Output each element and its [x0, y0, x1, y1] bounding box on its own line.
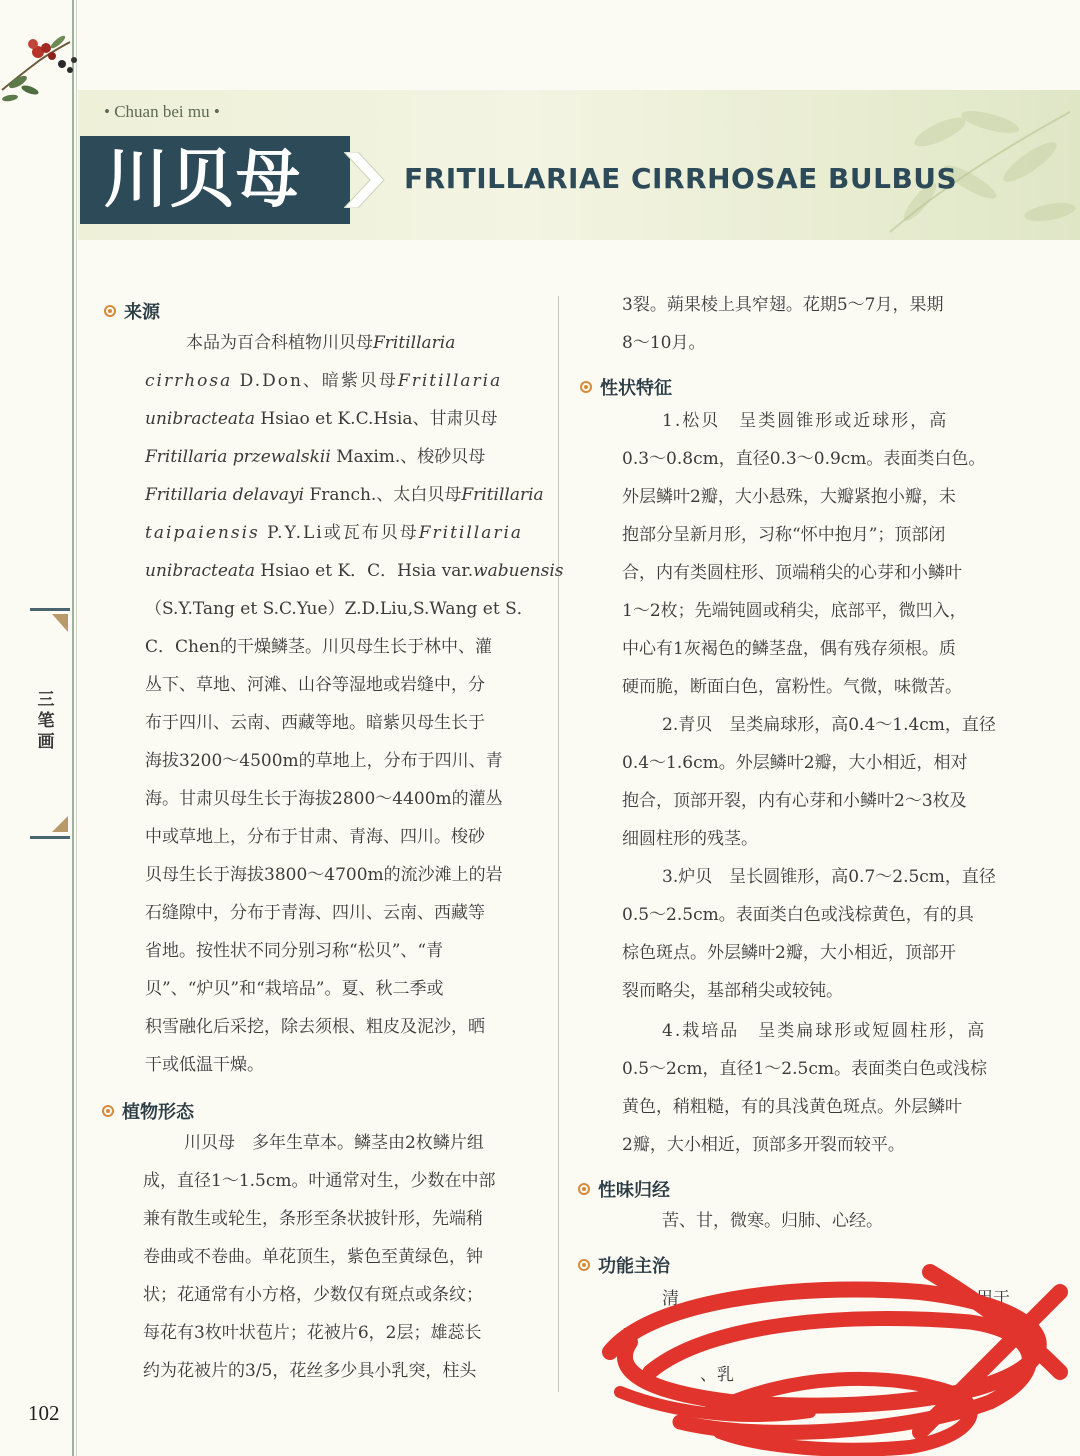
margin-rule — [72, 0, 74, 1456]
berry-branch-icon — [0, 20, 80, 110]
text-line: taipaiensis P.Y.Li或瓦布贝母Fritillaria — [145, 523, 524, 543]
chapter-side-label: 三笔画 — [37, 690, 55, 752]
text-line: 卷曲或不卷曲。单花顶生，紫色至黄绿色，钟 — [143, 1247, 483, 1267]
pinyin-subtitle: • Chuan bei mu • — [104, 102, 220, 121]
text-line: 2瓣，大小相近，顶部多开裂而较平。 — [622, 1135, 905, 1155]
text-line: 合，内有类圆柱形、顶端稍尖的心芽和小鳞叶 — [622, 563, 962, 583]
heading-text: 来源 — [124, 302, 160, 323]
text-line: 每花有3枚叶状苞片；花被片6，2层；雄蕊长 — [143, 1323, 482, 1343]
latin-title: FRITILLARIAE CIRRHOSAE BULBUS — [404, 162, 958, 195]
text-line: C．Chen的干燥鳞茎。川贝母生长于林中、灌 — [145, 637, 492, 657]
page-number: 102 — [28, 1401, 60, 1425]
bullet-icon — [578, 1259, 590, 1271]
heading-text: 功能主治 — [598, 1256, 670, 1277]
text-line: 海拔3200～4500m的草地上，分布于四川、青 — [145, 751, 503, 771]
text-line: 苦、甘，微寒。归肺、心经。 — [662, 1211, 883, 1231]
bullet-icon — [104, 305, 116, 317]
text-line: 石缝隙中，分布于青海、四川、云南、西藏等 — [145, 903, 485, 923]
section-heading-morphology — [102, 1096, 194, 1126]
text-line: 8～10月。 — [622, 333, 706, 353]
text-line: 川贝母 多年生草本。鳞茎由2枚鳞片组 — [184, 1133, 484, 1153]
text-line: 肺 — [622, 1327, 639, 1347]
text-line: （S.Y.Tang et S.C.Yue）Z.D.Liu,S.Wang et S． — [145, 599, 534, 619]
text-line: 硬而脆，断面白色，富粉性。气微，味微苦。 — [622, 677, 962, 697]
text-line: 裂而略尖，基部稍尖或较钝。 — [622, 981, 843, 1001]
text-line: Fritillaria delavayi Franch.、太白贝母Fritillaria — [145, 485, 544, 505]
text-line: 中或草地上，分布于甘肃、青海、四川。梭砂 — [145, 827, 485, 847]
section-tab-marker-icon — [30, 608, 70, 638]
text-line: 贝”、“炉贝”和“栽培品”。夏、秋二季或 — [145, 979, 444, 999]
text-line: 0.3～0.8cm，直径0.3～0.9cm。表面类白色。 — [622, 449, 986, 469]
text-line: 布于四川、云南、西藏等地。暗紫贝母生长于 — [145, 713, 485, 733]
heading-text: 植物形态 — [122, 1102, 194, 1123]
text-line: 海。甘肃贝母生长于海拔2800～4400m的灌丛 — [145, 789, 503, 809]
text-line: 本品为百合科植物川贝母Fritillaria — [186, 333, 456, 353]
text-line: 中心有1灰褐色的鳞茎盘，偶有残存须根。质 — [622, 639, 956, 659]
text-line: 兼有散生或轮生，条形至条状披针形，先端稍 — [143, 1209, 483, 1229]
section-heading-source — [104, 296, 160, 326]
text-line: 用于 — [976, 1289, 1010, 1309]
text-line: 抱部分呈新月形，习称“怀中抱月”；顶部闭 — [622, 525, 946, 545]
text-line: 状；花通常有小方格，少数仅有斑点或条纹； — [143, 1285, 483, 1305]
text-line: 抱合，顶部开裂，内有心芽和小鳞叶2～3枚及 — [622, 791, 967, 811]
text-line: 丛下、草地、河滩、山谷等湿地或岩缝中，分 — [145, 675, 485, 695]
text-line: unibracteata Hsiao et K.C.Hsia、甘肃贝母 — [145, 409, 498, 429]
section-heading-characteristics — [580, 372, 672, 402]
text-line: 棕色斑点。外层鳞叶2瓣，大小相近，顶部开 — [622, 943, 956, 963]
text-line: 、乳 — [700, 1365, 734, 1385]
text-line: 贝母生长于海拔3800～4700m的流沙滩上的岩 — [145, 865, 503, 885]
text-line: 省地。按性状不同分别习称“松贝”、“青 — [145, 941, 444, 961]
text-line: 0.5～2cm，直径1～2.5cm。表面类白色或浅棕 — [622, 1059, 987, 1079]
text-line: 干或低温干燥。 — [145, 1055, 264, 1075]
text-line: 细圆柱形的残茎。 — [622, 829, 758, 849]
text-line: 成，直径1～1.5cm。叶通常对生，少数在中部 — [143, 1171, 496, 1191]
red-scribble-redaction — [590, 1262, 1080, 1456]
bullet-icon — [102, 1105, 114, 1117]
text-line: 0.4～1.6cm。外层鳞叶2瓣，大小相近，相对 — [622, 753, 968, 773]
bullet-icon — [578, 1183, 590, 1195]
section-tab-marker-icon — [30, 812, 70, 842]
heading-text: 性味归经 — [598, 1180, 670, 1201]
text-line: 1～2枚；先端钝圆或稍尖，底部平，微凹入， — [622, 601, 967, 621]
chevron-right-icon — [344, 152, 388, 208]
text-line: 3.炉贝 呈长圆锥形，高0.7～2.5cm，直径 — [662, 867, 996, 887]
text-line: 外层鳞叶2瓣，大小悬殊，大瓣紧抱小瓣，未 — [622, 487, 956, 507]
text-line: unibracteata Hsiao et K．C．Hsia var.wabuensis — [145, 561, 564, 581]
page-title: 川贝母 — [104, 142, 302, 217]
margin-rule-inner — [76, 0, 77, 1456]
text-line: 1.松贝 呈类圆锥形或近球形，高 — [662, 411, 949, 431]
heading-text: 性状特征 — [600, 378, 672, 399]
text-line: 0.5～2.5cm。表面类白色或浅棕黄色，有的具 — [622, 905, 974, 925]
text-line: 清 — [662, 1289, 679, 1309]
text-line: 3裂。蒴果棱上具窄翅。花期5～7月，果期 — [622, 295, 944, 315]
text-line: 约为花被片的3/5，花丝多少具小乳突，柱头 — [143, 1361, 477, 1381]
column-divider — [558, 296, 559, 1392]
text-line: 2.青贝 呈类扁球形，高0.4～1.4cm，直径 — [662, 715, 996, 735]
text-line: 4.栽培品 呈类扁球形或短圆柱形，高 — [662, 1021, 987, 1041]
bullet-icon — [580, 381, 592, 393]
text-line: cirrhosa D.Don、暗紫贝母Fritillaria — [145, 371, 503, 391]
text-line: 积雪融化后采挖，除去须根、粗皮及泥沙，晒 — [145, 1017, 485, 1037]
text-line: Fritillaria przewalskii Maxim.、梭砂贝母 — [145, 447, 486, 467]
section-heading-taste — [578, 1174, 670, 1204]
text-line: 黄色，稍粗糙，有的具浅黄色斑点。外层鳞叶 — [622, 1097, 962, 1117]
